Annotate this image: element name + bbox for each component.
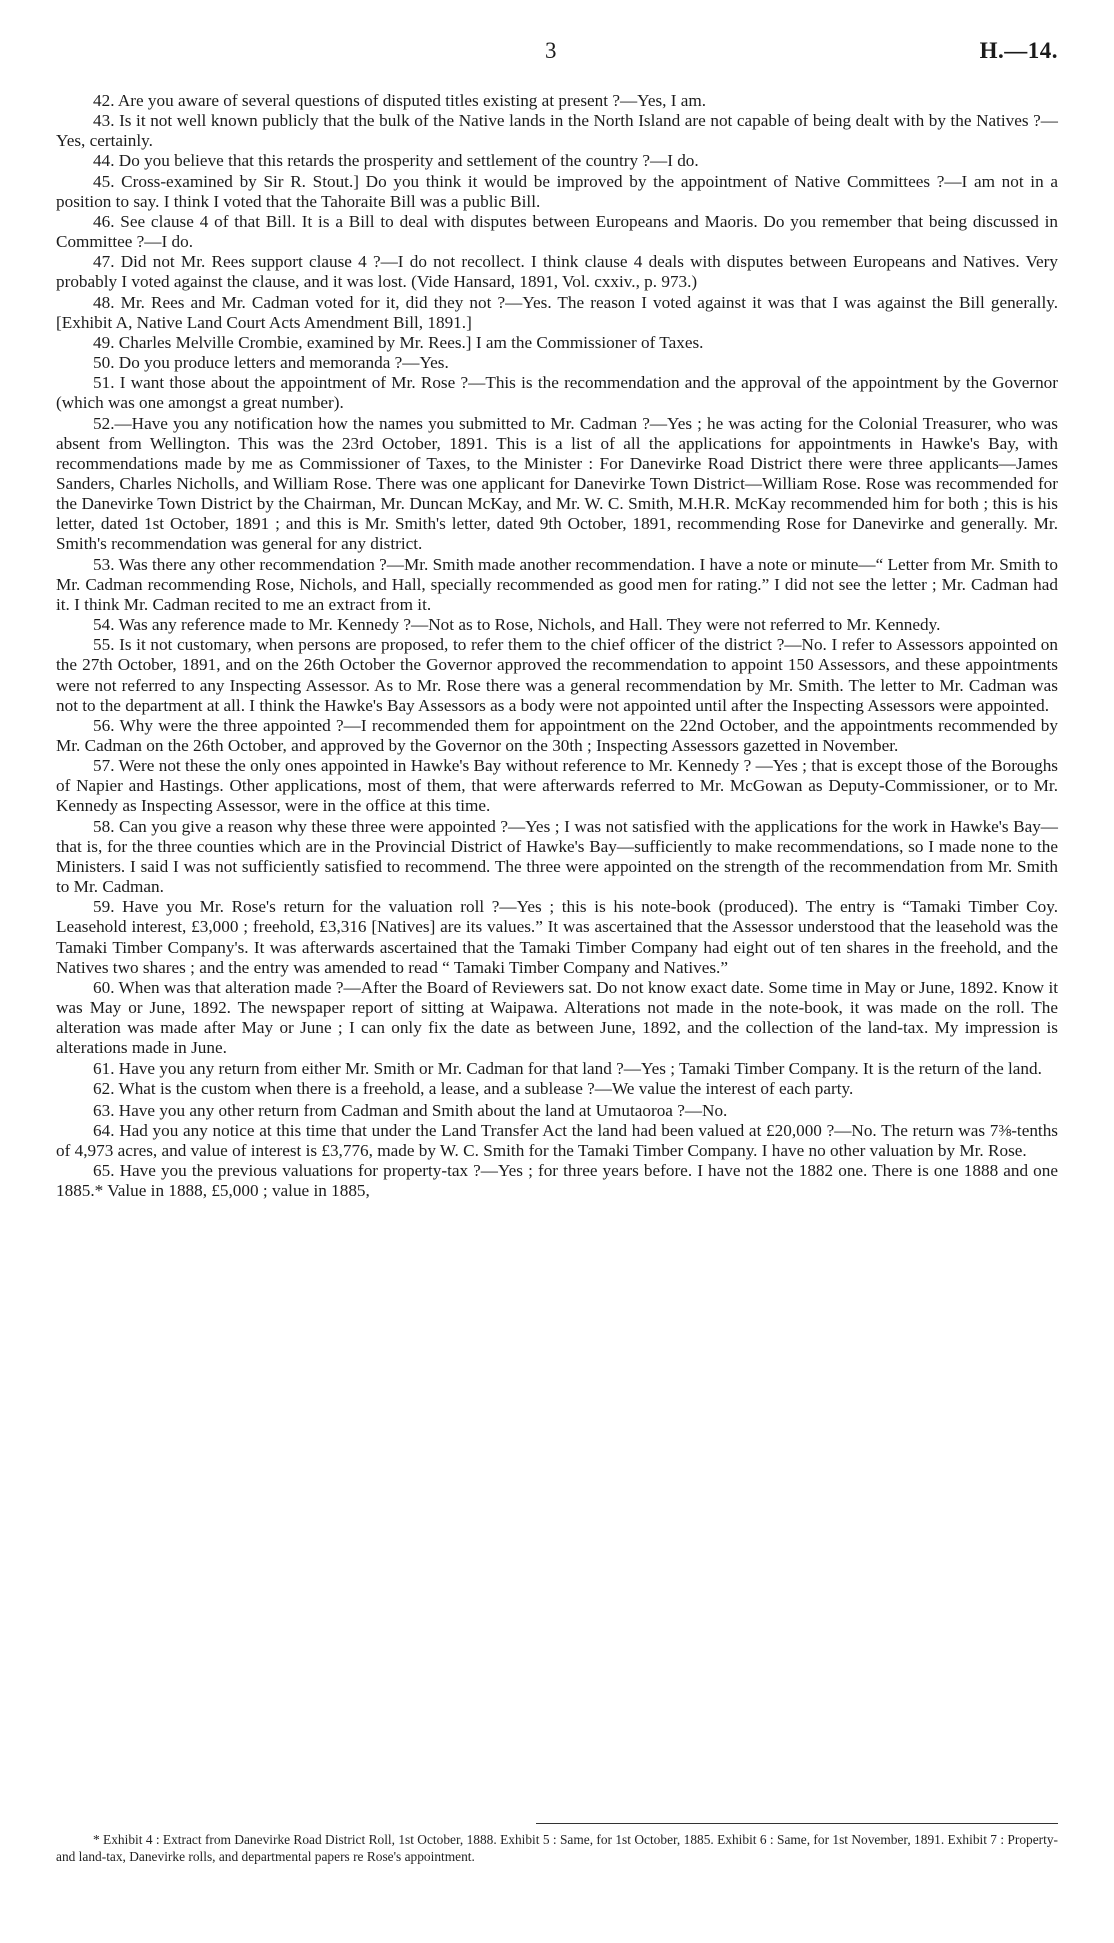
evidence-paragraph-51: 51. I want those about the appointment of Mr. Rose ?—This is the recommendation and the approval of the appointment by the Governor (which was one amongst a great number). (56, 373, 1058, 413)
evidence-paragraph-53: 53. Was there any other recommendation ?—Mr. Smith made another recommendation. I have a note or minute—“ Letter from Mr. Smith to Mr. Cadman recommending Rose, Nichols, and Hall, specially recommended as good men for rating.” I did not see the letter ; Mr. Cadman had it. I think Mr. Cadman recited to me an extract from it. (56, 554, 1058, 614)
evidence-paragraph-45: 45. Cross-examined by Sir R. Stout.] Do you think it would be improved by the appointment of Native Committees ?—I am not in a position to say. I think I voted that the Tahoraite Bill was a public Bill. (56, 171, 1058, 211)
evidence-paragraph-52: 52.—Have you any notification how the names you submitted to Mr. Cadman ?—Yes ; he was acting for the Colonial Treasurer, who was absent from Wellington. This was the 23rd October, 1891. This is a list of all the applications for appointments in Hawke's Bay, with recommendations made by me as Commissioner of Taxes, to the Minister : For Danevirke Road District there were three applicants—James Sanders, Charles Nicholls, and William Rose. There was one applicant for Danevirke Town District—William Rose. Rose was recommended for the Danevirke Town District by the Chairman, Mr. Duncan McKay, and Mr. W. C. Smith, M.H.R. McKay recommended him for both ; this is his letter, dated 1st October, 1891 ; and this is Mr. Smith's letter, dated 9th October, 1891, recommending Rose for Danevirke and generally. Mr. Smith's recommendation was general for any district. (56, 413, 1058, 554)
footnote-divider (536, 1823, 1058, 1824)
page-number: 3 (545, 38, 557, 63)
evidence-paragraph-65: 65. Have you the previous valuations for property-tax ?—Yes ; for three years before. I have not the 1882 one. There is one 1888 and one 1885.* Value in 1888, £5,000 ; value in 1885, (56, 1161, 1058, 1201)
evidence-paragraph-56: 56. Why were the three appointed ?—I recommended them for appointment on the 22nd October, and the appointments recommended by Mr. Cadman on the 26th October, and approved by the Governor on the 30th ; Inspecting Assessors gazetted in November. (56, 715, 1058, 755)
evidence-paragraph-50: 50. Do you produce letters and memoranda ?—Yes. (93, 353, 449, 373)
evidence-paragraph-43: 43. Is it not well known publicly that the bulk of the Native lands in the North Island are not capable of being dealt with by the Natives ?—Yes, certainly. (56, 111, 1058, 151)
evidence-paragraph-59: 59. Have you Mr. Rose's return for the valuation roll ?—Yes ; this is his note-book (produced). The entry is “Tamaki Timber Coy. Leasehold interest, £3,000 ; freehold, £3,316 [Natives] are its values.” It was ascertained that the Assessor understood that the leasehold was the Tamaki Timber Company's. It was afterwards ascertained that the Tamaki Timber Company had eight out of ten shares in the freehold, and the Natives two shares ; and the entry was amended to read “ Tamaki Timber Company and Natives.” (56, 897, 1058, 977)
evidence-paragraph-55: 55. Is it not customary, when persons are proposed, to refer them to the chief officer of the district ?—No. I refer to Assessors appointed on the 27th October, 1891, and on the 26th October the Governor approved the recommendation to appoint 150 Assessors, and these appointments were not referred to any Inspecting Assessor. As to Mr. Rose there was a general recommendation by Mr. Smith. The letter to Mr. Cadman was not to the department at all. I think the Hawke's Bay Assessors as a body were not appointed until after the Inspecting Assessors were appointed. (56, 635, 1058, 715)
evidence-paragraph-48: 48. Mr. Rees and Mr. Cadman voted for it, did they not ?—Yes. The reason I voted against it was that I was against the Bill generally. [Exhibit A, Native Land Court Acts Amendment Bill, 1891.] (56, 292, 1058, 332)
footnote (56, 1831, 1058, 1865)
evidence-paragraph-42: 42. Are you aware of several questions of disputed titles existing at present ?—Yes, I am. (93, 91, 707, 110)
evidence-paragraph-64: 64. Had you any notice at this time that under the Land Transfer Act the land had been valued at £20,000 ?—No. The return was 7⅜-tenths of 4,973 acres, and value of interest is £3,776, made by W. C. Smith for the Tamaki Timber Company. I have no other valuation by Mr. Rose. (56, 1120, 1058, 1161)
evidence-paragraph-58: 58. Can you give a reason why these three were appointed ?—Yes ; I was not satisfied with the applications for the work in Hawke's Bay—that is, for the three counties which are in the Provincial District of Hawke's Bay—sufficiently to make recommendations, so I made none to the Ministers. I said I was not sufficiently satisfied to recommend. The three were appointed on the strength of the recommendation from Mr. Smith to Mr. Cadman. (56, 816, 1058, 897)
document-reference: H.—14. (979, 38, 1058, 63)
evidence-paragraph-49: 49. Charles Melville Crombie, examined by Mr. Rees.] I am the Commissioner of Taxes. (93, 332, 704, 352)
evidence-paragraph-44: 44. Do you believe that this retards the prosperity and settlement of the country ?—I do. (93, 151, 699, 171)
evidence-paragraph-60: 60. When was that alteration made ?—After the Board of Reviewers sat. Do not know exact date. Some time in May or June, 1892. Know it was May or June, 1892. The newspaper report of sitting at Waipawa. Alterations not made in the note-book, it was made on the roll. The alteration was made after May or June ; I can only fix the date as between June, 1892, and the collection of the land-tax. My impression is alterations made in June. (56, 977, 1058, 1058)
evidence-paragraph-61: 61. Have you any return from either Mr. Smith or Mr. Cadman for that land ?—Yes ; Tamaki Timber Company. It is the return of the land. (93, 1058, 1042, 1078)
evidence-paragraph-63: 63. Have you any other return from Cadman and Smith about the land at Umutaoroa ?—No. (93, 1100, 728, 1120)
evidence-paragraph-62: 62. What is the custom when there is a freehold, a lease, and a sublease ?—We value the interest of each party. (93, 1078, 854, 1098)
evidence-paragraph-57: 57. Were not these the only ones appointed in Hawke's Bay without reference to Mr. Kennedy ? —Yes ; that is except those of the Boroughs of Napier and Hastings. Other applications, most of them, that were afterwards referred to Mr. McGowan as Deputy-Commissioner, or to Mr. Kennedy as Inspecting Assessor, were in the office at this time. (56, 756, 1058, 816)
evidence-paragraph-54: 54. Was any reference made to Mr. Kennedy ?—Not as to Rose, Nichols, and Hall. They were not referred to Mr. Kennedy. (93, 615, 941, 635)
footnote-text: * Exhibit 4 : Extract from Danevirke Road District Roll, 1st October, 1888. Exhibit 5 : Same, for 1st October, 1885. Exhibit 6 : Same, for 1st November, 1891. Exhibit 7 : Property- and land-tax, Danevirke rolls, and departmental papers re Rose's appointment. (56, 1832, 1058, 1864)
evidence-paragraph-46: 46. See clause 4 of that Bill. It is a Bill to deal with disputes between Europeans and Maoris. Do you remember that being discussed in Committee ?—I do. (56, 211, 1058, 252)
evidence-body (56, 91, 1058, 1202)
evidence-paragraph-47: 47. Did not Mr. Rees support clause 4 ?—I do not recollect. I think clause 4 deals with disputes between Europeans and Natives. Very probably I voted against the clause, and it was lost. (Vide Hansard, 1891, Vol. cxxiv., p. 973.) (56, 252, 1058, 292)
page-header (0, 38, 1114, 72)
